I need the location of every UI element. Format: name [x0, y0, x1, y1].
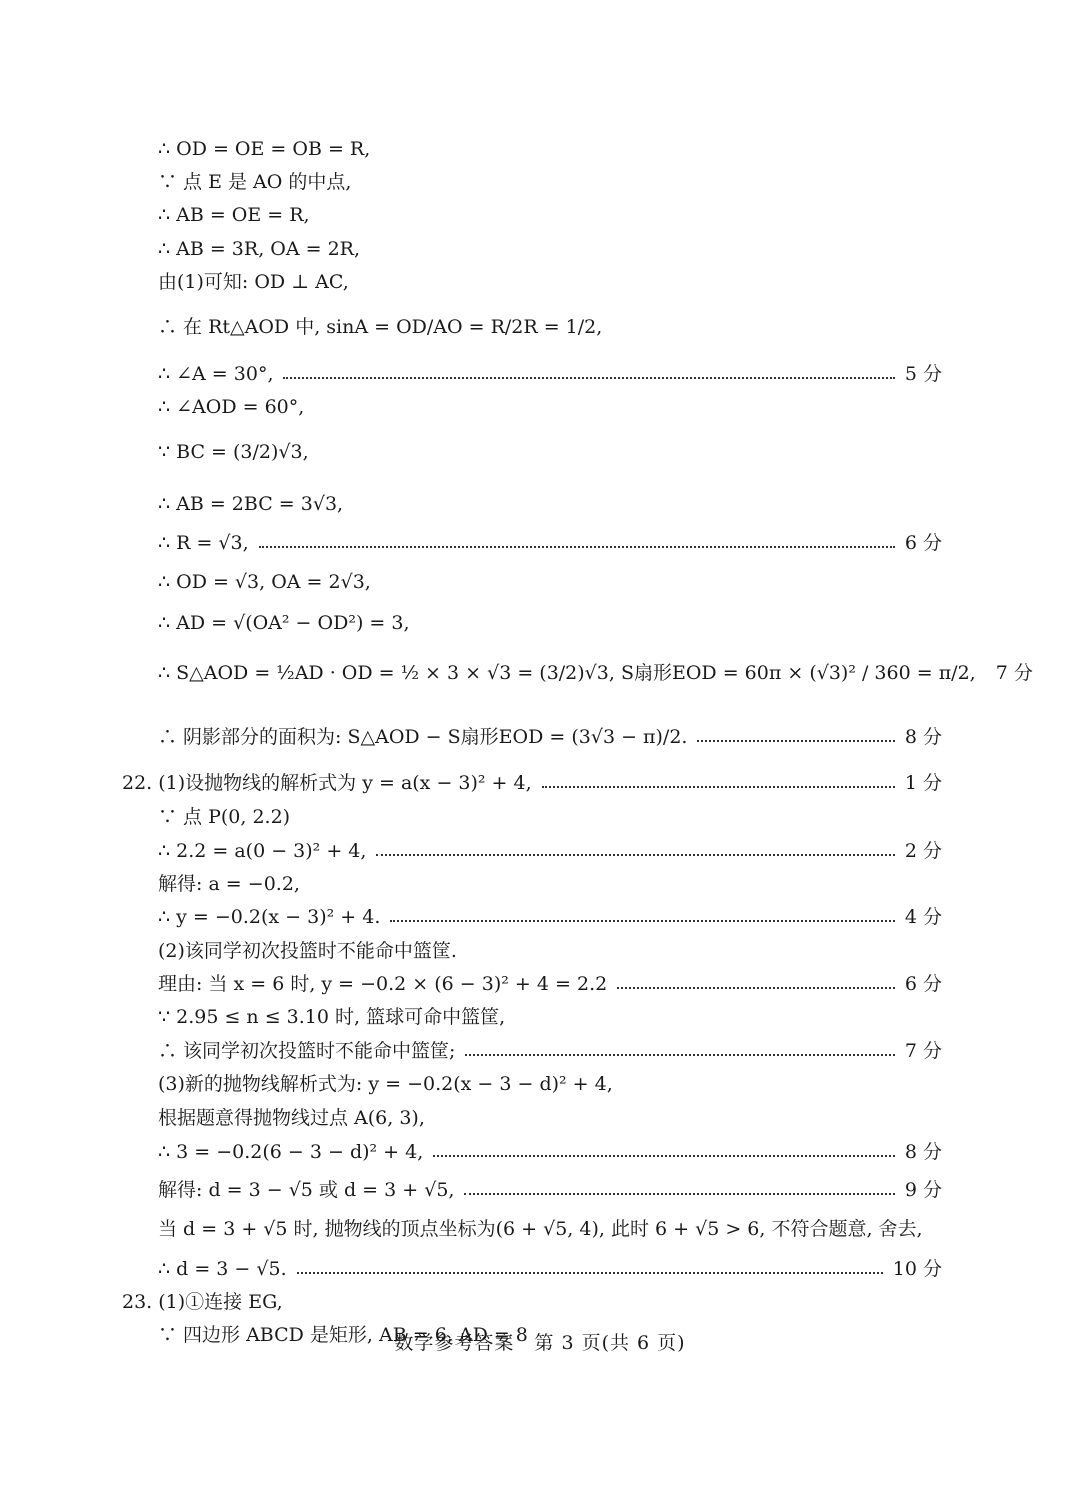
answer-line — [158, 875, 942, 894]
answer-text: ∵ 四边形 ABCD 是矩形, AB = 6, AD = 8 — [158, 1324, 528, 1346]
answer-text: (3)新的抛物线解析式为: y = −0.2(x − 3 − d)² + 4, — [158, 1073, 613, 1095]
answer-line — [158, 614, 942, 633]
answer-line — [158, 728, 942, 747]
answer-text: ∴ ∠AOD = 60°, — [158, 396, 305, 418]
answer-line — [158, 365, 942, 384]
score-mark: 7 分 — [904, 1040, 942, 1062]
answer-text: 解得: a = −0.2, — [158, 873, 300, 895]
answer-text: ∴ S△AOD = ½AD · OD = ½ × 3 × √3 = (3/2)√3, S扇形EOD = 60π × (√3)² / 360 = π/2, — [158, 662, 976, 684]
answer-text: ∴ 在 Rt△AOD 中, sinA = OD/AO = R/2R = 1/2, — [158, 316, 603, 338]
dot-leader — [433, 1155, 895, 1157]
answer-line — [158, 1220, 942, 1239]
answer-line — [158, 273, 942, 292]
score-mark: 5 分 — [904, 363, 942, 385]
dot-leader — [697, 740, 894, 742]
answer-line — [158, 975, 942, 994]
answer-line — [158, 534, 942, 553]
answer-text: ∴ OD = √3, OA = 2√3, — [158, 571, 371, 593]
answer-text: 由(1)可知: OD ⊥ AC, — [158, 271, 349, 293]
answer-text: (2)该同学初次投篮时不能命中篮筐. — [158, 940, 457, 962]
answer-line — [158, 140, 942, 159]
answer-text: 22. (1)设抛物线的解析式为 y = a(x − 3)² + 4, — [122, 772, 532, 794]
answer-text: ∵ 点 P(0, 2.2) — [158, 806, 291, 828]
dot-leader — [542, 786, 895, 788]
score-mark: 10 分 — [892, 1258, 942, 1280]
answer-text: 当 d = 3 + √5 时, 抛物线的顶点坐标为(6 + √5, 4), 此时 6 + √5 > 6, 不符合题意, 舍去, — [158, 1218, 923, 1240]
answer-line — [122, 774, 942, 793]
score-mark: 9 分 — [904, 1179, 942, 1201]
score-mark: 7 分 — [995, 662, 1033, 684]
score-mark: 6 分 — [904, 973, 942, 995]
answer-line — [158, 1109, 942, 1128]
answer-line — [158, 808, 942, 827]
score-mark: 8 分 — [904, 1141, 942, 1163]
dot-leader — [283, 377, 894, 379]
answer-line — [158, 942, 942, 961]
answer-line — [158, 908, 942, 927]
answer-line — [158, 1075, 942, 1094]
score-mark: 1 分 — [904, 772, 942, 794]
answer-text: ∵ BC = (3/2)√3, — [158, 441, 309, 463]
answer-text: ∴ AB = 3R, OA = 2R, — [158, 238, 361, 260]
answer-line — [122, 1293, 942, 1312]
answer-line — [158, 1143, 942, 1162]
answer-text: ∴ 该同学初次投篮时不能命中篮筐; — [158, 1040, 456, 1062]
answer-line — [158, 443, 942, 462]
answer-text: 23. (1)①连接 EG, — [122, 1291, 283, 1313]
answer-text: ∴ OD = OE = OB = R, — [158, 138, 371, 160]
answer-text: ∴ AB = OE = R, — [158, 204, 310, 226]
answer-text: ∵ 点 E 是 AO 的中点, — [158, 171, 352, 193]
answer-line — [158, 398, 942, 417]
answer-line — [158, 1008, 942, 1027]
dot-leader — [617, 987, 895, 989]
answer-text: ∴ 阴影部分的面积为: S△AOD − S扇形EOD = (3√3 − π)/2. — [158, 726, 688, 748]
answer-text: ∴ y = −0.2(x − 3)² + 4. — [158, 906, 381, 928]
dot-leader — [376, 854, 894, 856]
answer-text: ∴ AD = √(OA² − OD²) = 3, — [158, 612, 410, 634]
score-mark: 6 分 — [904, 532, 942, 554]
answer-line — [158, 173, 942, 192]
answer-line — [158, 662, 1033, 684]
dot-leader — [464, 1193, 894, 1195]
answer-text: ∴ d = 3 − √5. — [158, 1258, 287, 1280]
answer-text: ∵ 2.95 ≤ n ≤ 3.10 时, 篮球可命中篮筐, — [158, 1006, 506, 1028]
dot-leader — [297, 1272, 883, 1274]
answer-text: ∴ ∠A = 30°, — [158, 363, 274, 385]
answer-line — [158, 206, 942, 225]
answer-line — [158, 1042, 942, 1061]
answer-line — [158, 318, 942, 337]
answer-line — [158, 240, 942, 259]
answer-line — [158, 495, 942, 514]
answer-text: ∴ 3 = −0.2(6 − 3 − d)² + 4, — [158, 1141, 424, 1163]
answer-line — [158, 1260, 942, 1279]
answer-text: 解得: d = 3 − √5 或 d = 3 + √5, — [158, 1179, 455, 1201]
answer-text: 根据题意得抛物线过点 A(6, 3), — [158, 1107, 425, 1129]
answer-text: ∴ AB = 2BC = 3√3, — [158, 493, 344, 515]
score-mark: 2 分 — [904, 840, 942, 862]
dot-leader — [259, 546, 895, 548]
score-mark: 4 分 — [904, 906, 942, 928]
answer-text: ∴ 2.2 = a(0 − 3)² + 4, — [158, 840, 367, 862]
answer-line — [158, 842, 942, 861]
score-mark: 8 分 — [904, 726, 942, 748]
page-footer: 数学参考答案 第 3 页(共 6 页) — [394, 1332, 686, 1354]
dot-leader — [465, 1054, 894, 1056]
answer-line — [158, 1181, 942, 1200]
dot-leader — [390, 920, 894, 922]
answer-line — [158, 573, 942, 592]
answer-text: ∴ R = √3, — [158, 532, 249, 554]
answer-text: 理由: 当 x = 6 时, y = −0.2 × (6 − 3)² + 4 = 2.2 — [158, 973, 608, 995]
